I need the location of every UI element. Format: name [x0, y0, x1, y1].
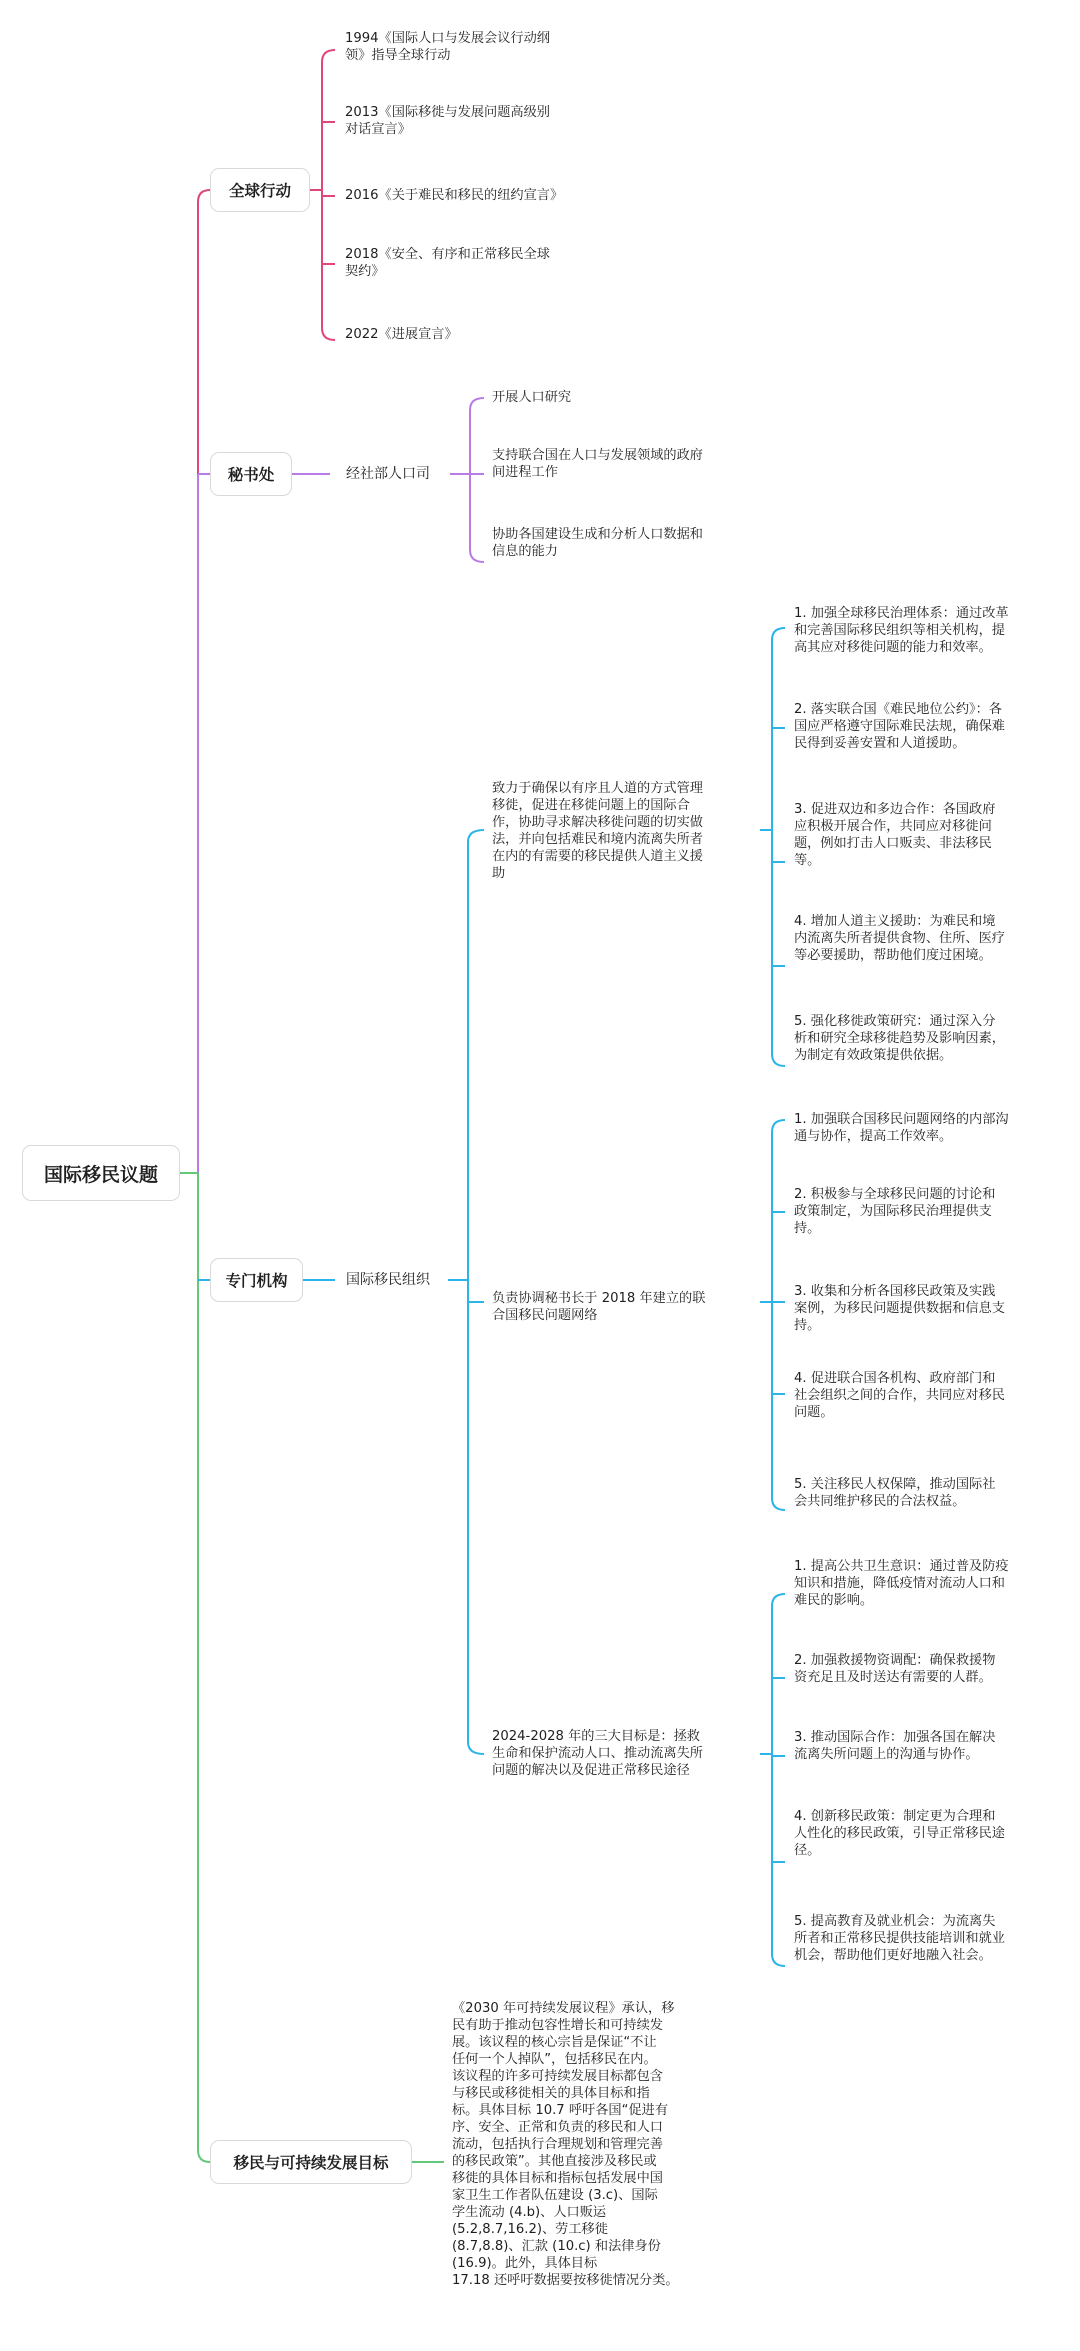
secretariat-item-3: 协助各国建设生成和分析人口数据和 信息的能力 — [492, 527, 703, 559]
node-migration-sdg[interactable]: 移民与可持续发展目标 — [210, 2140, 412, 2184]
root-node[interactable]: 国际移民议题 — [22, 1145, 180, 1201]
node-secretariat[interactable]: 秘书处 — [210, 452, 292, 496]
agency-group-1-item-1: 1. 加强全球移民治理体系：通过改革 和完善国际移民组织等相关机构，提 高其应对移徙问题的能力和效率。 — [794, 606, 1009, 655]
agency-group-1-text: 致力于确保以有序且人道的方式管理 移徙，促进在移徙问题上的国际合 作，协助寻求解决移徙问题的切实做 法，并向包括难民和境内流离失所者 在内的有需要的移民提供人道主义援 助 — [492, 781, 703, 881]
agency-group-1-item-4: 4. 增加人道主义援助：为难民和境 内流离失所者提供食物、住所、医疗 等必要援助，帮助他们度过困境。 — [794, 914, 1005, 963]
global-item-1: 1994《国际人口与发展会议行动纲 领》指导全球行动 — [345, 31, 550, 63]
agency-group-3-item-5: 5. 提高教育及就业机会：为流离失 所者和正常移民提供技能培训和就业 机会，帮助他们更好地融入社会。 — [794, 1914, 1005, 1963]
node-specialized-agency[interactable]: 专门机构 — [210, 1258, 303, 1302]
agency-group-2-item-4: 4. 促进联合国各机构、政府部门和 社会组织之间的合作，共同应对移民 问题。 — [794, 1371, 1005, 1420]
agency-group-2-item-2: 2. 积极参与全球移民问题的讨论和 政策制定，为国际移民治理提供支 持。 — [794, 1187, 996, 1236]
agency-group-3-item-2: 2. 加强救援物资调配：确保救援物 资充足且及时送达有需要的人群。 — [794, 1653, 996, 1685]
global-item-4: 2018《安全、有序和正常移民全球 契约》 — [345, 247, 550, 279]
connector-trunk-pink — [198, 190, 210, 1173]
agency-group-3-text: 2024-2028 年的三大目标是：拯救 生命和保护流动人口、推动流离失所 问题的解决以及促进正常移民途径 — [492, 1729, 703, 1778]
secretariat-item-1: 开展人口研究 — [492, 390, 572, 405]
global-item-2: 2013《国际移徙与发展问题高级别 对话宣言》 — [345, 105, 550, 137]
agency-org: 国际移民组织 — [346, 1272, 430, 1288]
node-global-actions[interactable]: 全球行动 — [210, 168, 310, 212]
agency-group-3-item-4: 4. 创新移民政策：制定更为合理和 人性化的移民政策，引导正常移民途 径。 — [794, 1809, 1005, 1858]
agency-group-2-item-1: 1. 加强联合国移民问题网络的内部沟 通与协作，提高工作效率。 — [794, 1112, 1009, 1144]
agency-group-2-text: 负责协调秘书长于 2018 年建立的联 合国移民问题网络 — [492, 1291, 706, 1323]
agency-group-3-item-3: 3. 推动国际合作：加强各国在解决 流离失所问题上的沟通与协作。 — [794, 1730, 996, 1762]
agency-group-2-item-3: 3. 收集和分析各国移民政策及实践 案例，为移民问题提供数据和信息支 持。 — [794, 1284, 1005, 1333]
connector-trunk-green — [198, 1173, 210, 2162]
agency-group-1-item-3: 3. 促进双边和多边合作：各国政府 应积极开展合作，共同应对移徙问 题，例如打击人口贩卖、非法移民 等。 — [794, 802, 996, 868]
agency-group-1-item-2: 2. 落实联合国《难民地位公约》：各 国应严格遵守国际难民法规，确保难 民得到妥善安置和人道援助。 — [794, 702, 1005, 751]
secretariat-dept: 经社部人口司 — [346, 466, 430, 482]
agency-group-1-item-5: 5. 强化移徙政策研究：通过深入分 析和研究全球移徙趋势及影响因素， 为制定有效政策提供依据。 — [794, 1014, 1005, 1063]
bracket-agency — [468, 830, 484, 1754]
secretariat-item-2: 支持联合国在人口与发展领域的政府 间进程工作 — [492, 448, 703, 480]
agency-group-3-item-1: 1. 提高公共卫生意识：通过普及防疫 知识和措施，降低疫情对流动人口和 难民的影响。 — [794, 1559, 1009, 1608]
bracket-secretariat — [470, 398, 484, 562]
bracket-group-2 — [772, 1120, 785, 1510]
global-item-5: 2022《进展宣言》 — [345, 327, 458, 342]
bracket-group-1 — [772, 628, 785, 1066]
agency-group-2-item-5: 5. 关注移民人权保障，推动国际社 会共同维护移民的合法权益。 — [794, 1477, 996, 1509]
bracket-group-3 — [772, 1594, 785, 1966]
sdg-text: 《2030 年可持续发展议程》承认，移 民有助于推动包容性增长和可持续发 展。该议程的核心宗旨是保证“不让 任何一个人掉队”，包括移民在内。 该议程的许多可持续发展目标都包含 与移民或移徙相关的具体目标和指 标。具体目标 10.7 呼吁各国“促进有 序、安全、正常和负责的移民和人口 流动，包括执行合理规划和管理完善 的移民政策”。其他直接涉及移民或 移徙的具体目标和指标包括发展中国 家卫生工作者队伍建设 (3.c)、国际 学生流动 (4.b)、人口贩运 (5.2,8.7,16.2)、劳工移徙 (8.7,8.8)、汇款 (10.c) 和法律身份 (16.9)。此外，具体目标 17.18 还呼吁数据要按移徙情况分类。 — [452, 2001, 679, 2288]
global-item-3: 2016《关于难民和移民的纽约宣言》 — [345, 188, 564, 203]
